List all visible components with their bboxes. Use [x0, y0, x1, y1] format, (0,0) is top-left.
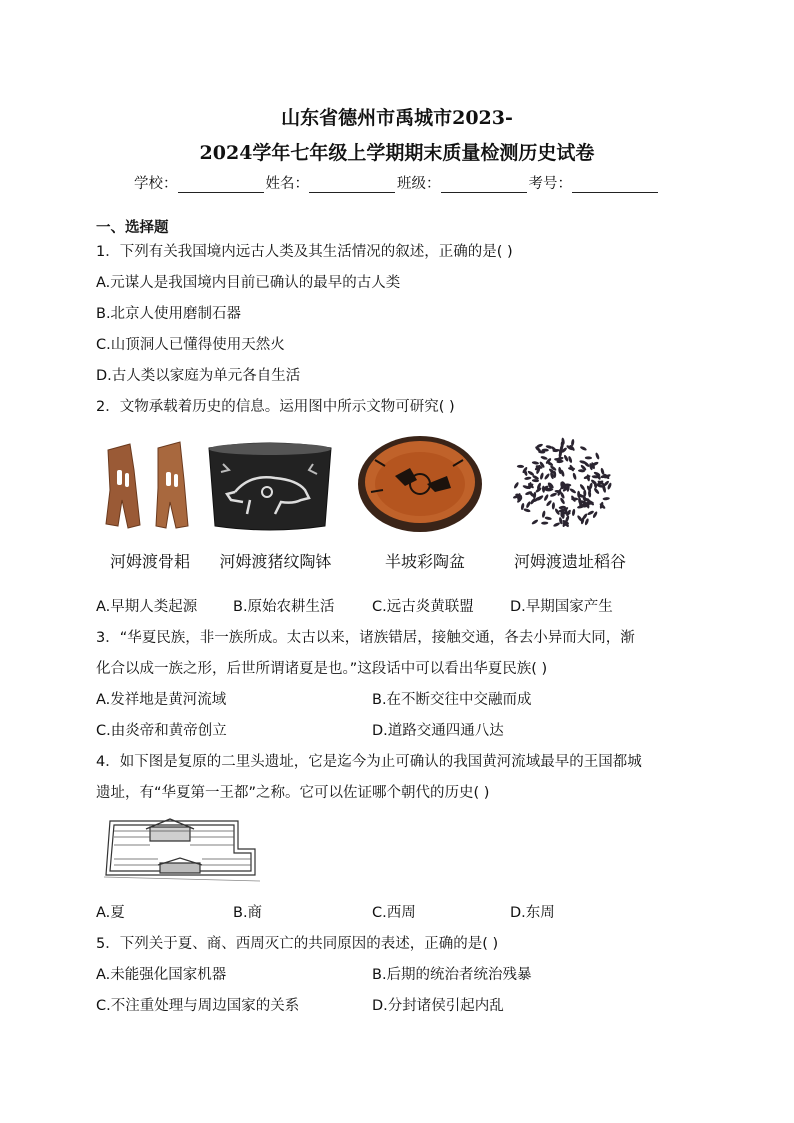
name-blank[interactable]: [309, 177, 395, 193]
school-field: [134, 172, 266, 193]
rice-grain: [585, 456, 592, 459]
exam-title-line1: 山东省德州市禹城市2023-: [281, 107, 513, 129]
q3-option-d[interactable]: D.道路交通四通八达: [372, 723, 504, 739]
q1-option-b[interactable]: B.北京人使用磨制石器: [96, 306, 242, 322]
rice-grain: [579, 483, 586, 491]
rice-grain: [532, 461, 540, 465]
rice-grain: [524, 476, 532, 480]
rice-grain: [602, 497, 609, 501]
rice-grain: [542, 486, 545, 493]
rice-grain: [572, 509, 576, 517]
q5-stem: 5．下列关于夏、商、西周灭亡的共同原因的表述，正确的是( ): [96, 936, 499, 952]
exam-number-label: 考号：: [528, 176, 572, 192]
q4-stem-line2: 遗址，有“华夏第一王都”之称。它可以佐证哪个朝代的历史( ): [96, 785, 490, 801]
bone-spade-image: [100, 440, 195, 532]
rice-grain: [513, 481, 519, 489]
rice-grain: [525, 501, 531, 509]
rice-grain: [550, 492, 558, 497]
q3-option-c[interactable]: C.由炎帝和黄帝创立: [96, 723, 227, 739]
q2-stem: 2．文物承载着历史的信息。运用图中所示文物可研究( ): [96, 399, 455, 415]
q2-option-a[interactable]: A.早期人类起源: [96, 599, 198, 615]
rice-grain: [552, 502, 555, 509]
q1-option-c[interactable]: C.山顶洞人已懂得使用天然火: [96, 337, 285, 353]
q3-option-b[interactable]: B.在不断交往中交融而成: [372, 692, 532, 708]
rice-grain: [569, 488, 577, 495]
erlitou-palace-site-image: [100, 815, 265, 885]
exam-title-line2: 2024学年七年级上学期期末质量检测历史试卷: [199, 142, 595, 164]
caption-pig-bowl: 河姆渡猪纹陶钵: [219, 552, 332, 571]
section-title: 一、选择题: [96, 220, 169, 236]
q2-option-c[interactable]: C.远古炎黄联盟: [372, 599, 474, 615]
school-label: 学校：: [134, 176, 178, 192]
q4-option-d[interactable]: D.东周: [510, 905, 555, 921]
student-info-line: [0, 172, 794, 193]
rice-grain: [572, 472, 577, 480]
rice-grain: [571, 439, 575, 447]
school-blank[interactable]: [178, 177, 264, 193]
q4-option-b[interactable]: B.商: [233, 905, 263, 921]
rice-grains-image: [505, 433, 620, 538]
rice-grain: [595, 452, 600, 460]
class-blank[interactable]: [441, 177, 527, 193]
rice-grain: [553, 522, 561, 528]
rice-grain: [545, 500, 552, 507]
caption-rice-grains: 河姆渡遗址稻谷: [513, 552, 626, 571]
q4-stem-line1: 4．如下图是复原的二里头遗址，它是迄今为止可确认的我国黄河流域最早的王国都城: [96, 754, 642, 770]
q4-option-c[interactable]: C.西周: [372, 905, 416, 921]
rice-grain: [543, 494, 549, 502]
q4-option-a[interactable]: A.夏: [96, 905, 125, 921]
q2-option-d[interactable]: D.早期国家产生: [510, 599, 613, 615]
name-label: 姓名：: [265, 176, 309, 192]
rice-grain: [523, 508, 531, 513]
rice-grain: [531, 519, 539, 525]
rice-grain: [541, 510, 545, 518]
class-field: [397, 172, 529, 193]
rice-grain: [563, 454, 569, 462]
q3-stem-line1: 3．“华夏民族，非一族所成。太古以来，诸族错居，接触交通，各去小异而大同，渐: [96, 630, 635, 646]
rice-grain: [540, 455, 548, 460]
rice-grain: [584, 518, 589, 526]
q2-option-b[interactable]: B.原始农耕生活: [233, 599, 335, 615]
rice-grain: [541, 521, 548, 524]
rice-grain: [559, 497, 565, 505]
rice-grain: [580, 445, 588, 451]
caption-painted-basin: 半坡彩陶盆: [384, 552, 465, 571]
rice-grain: [533, 492, 537, 500]
q3-stem-line2: 化合以成一族之形，后世所谓诸夏是也。”这段话中可以看出华夏民族( ): [96, 661, 548, 677]
q5-option-d[interactable]: D.分封诸侯引起内乱: [372, 998, 504, 1014]
rice-grain: [539, 472, 544, 480]
rice-grain: [544, 473, 551, 481]
name-field: [266, 172, 398, 193]
q1-option-a[interactable]: A.元谋人是我国境内目前已确认的最早的古人类: [96, 275, 401, 291]
q1-option-d[interactable]: D.古人类以家庭为单元各自生活: [96, 368, 301, 384]
rice-grain: [517, 465, 524, 468]
pig-pattern-bowl-image: [205, 440, 335, 532]
q5-option-b[interactable]: B.后期的统治者统治残暴: [372, 967, 532, 983]
class-label: 班级：: [397, 176, 441, 192]
painted-basin-image: [355, 432, 485, 537]
q1-stem: 1．下列有关我国境内远古人类及其生活情况的叙述，正确的是( ): [96, 244, 513, 260]
q3-option-a[interactable]: A.发祥地是黄河流域: [96, 692, 227, 708]
q5-option-a[interactable]: A.未能强化国家机器: [96, 967, 227, 983]
exam-number-blank[interactable]: [572, 177, 658, 193]
caption-bone-spade: 河姆渡骨耜: [109, 552, 190, 571]
exam-number-field: [529, 172, 661, 193]
rice-grain: [568, 456, 573, 464]
rice-grain: [544, 516, 552, 520]
q5-option-c[interactable]: C.不注重处理与周边国家的关系: [96, 998, 300, 1014]
rice-grain: [593, 487, 600, 494]
